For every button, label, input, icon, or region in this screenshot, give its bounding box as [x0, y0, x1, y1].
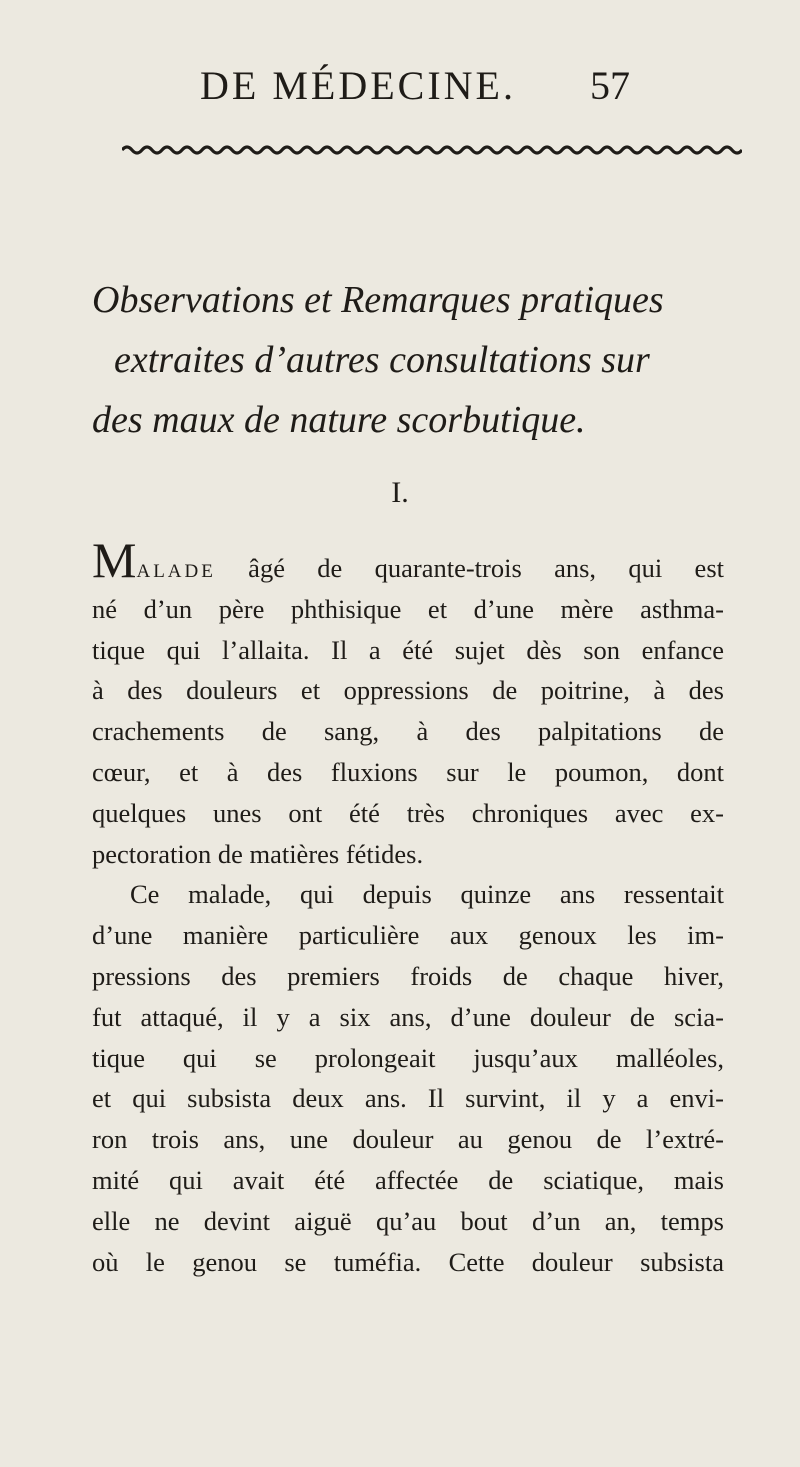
small-caps-word: alade [136, 553, 216, 583]
chapter-title [92, 270, 732, 450]
paragraph-1-line-8: pectoration de matières fétides. [92, 838, 424, 869]
paragraph-2-line-1: Ce malade, qui depuis quinze ans ressentait [130, 879, 724, 910]
paragraph-1-line-6: cœur, et à des fluxions sur le poumon, dont [92, 756, 724, 787]
drop-cap: M [92, 532, 137, 588]
first-line-rest: âgé de quarante-trois ans, qui est [215, 553, 724, 583]
section-number: I. [391, 476, 409, 509]
paragraph-2-line-7: ron trois ans, une douleur au genou de l’extré- [92, 1124, 724, 1155]
paragraph-2-line-5: tique qui se prolongeait jusqu’aux malléoles, [92, 1042, 724, 1073]
paragraph-2-line-10: où le genou se tuméfia. Cette douleur subsista [92, 1246, 724, 1277]
title-line-2: extraites d’autres consultations sur [114, 339, 650, 381]
paragraph-2-line-4: fut attaqué, il y a six ans, d’une douleur de scia- [92, 1001, 724, 1032]
paragraph-2-line-8: mité qui avait été affectée de sciatique, mais [92, 1164, 724, 1195]
paragraph-1-line-7: quelques unes ont été très chroniques avec ex- [92, 797, 724, 828]
paragraph-1-line-5: crachements de sang, à des palpitations de [92, 716, 724, 747]
paragraph-1-line-1 [92, 532, 724, 589]
paragraph-1-line-3: tique qui l’allaita. Il a été sujet dès son enfance [92, 634, 724, 665]
running-head [200, 62, 630, 112]
paragraph-2-line-6: et qui subsista deux ans. Il survint, il y a envi- [92, 1083, 724, 1114]
paragraph-2-line-3: pressions des premiers froids de chaque hiver, [92, 960, 724, 991]
paragraph-2-line-9: elle ne devint aiguë qu’au bout d’un an, temps [92, 1205, 724, 1236]
ornamental-rule [122, 144, 742, 156]
title-line-1: Observations et Remarques pratiques [92, 279, 664, 321]
title-line-3: des maux de nature scorbutique. [92, 399, 586, 441]
paragraph-1-line-2: né d’un père phthisique et d’une mère asthma- [92, 593, 724, 624]
paragraph-1-line-4: à des douleurs et oppressions de poitrine, à des [92, 675, 724, 706]
page-number: 57 [590, 63, 630, 108]
running-title: DE MÉDECINE. [200, 63, 516, 108]
paragraph-2-line-2: d’une manière particulière aux genoux les im- [92, 920, 724, 951]
body-text [92, 532, 724, 1282]
